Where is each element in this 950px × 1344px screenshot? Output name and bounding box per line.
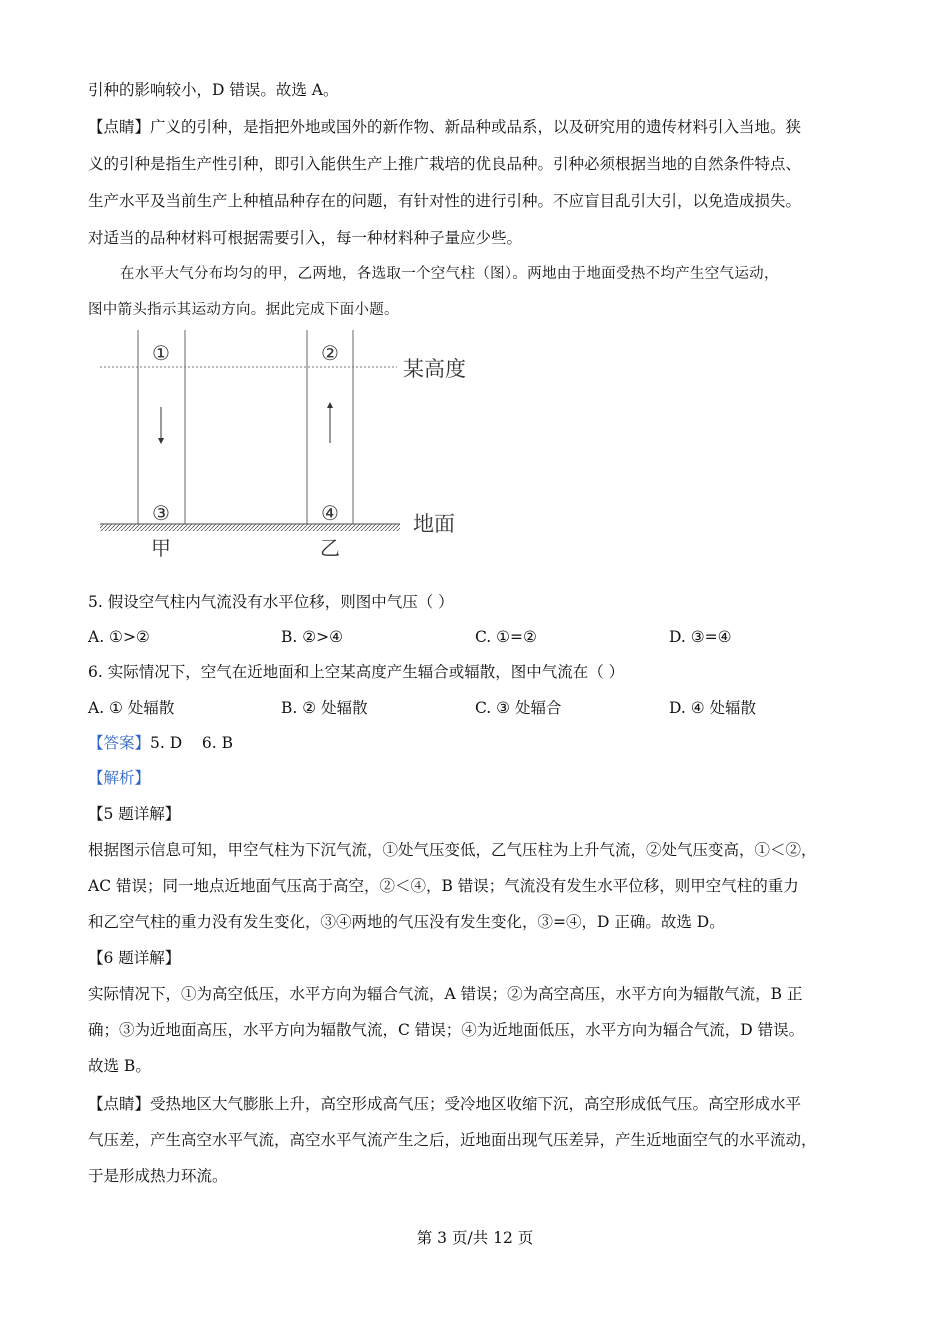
text-line: 生产水平及当前生产上种植品种存在的问题，有针对性的进行引种。不应盲目乱引大引，以免造成损失。 xyxy=(88,192,802,210)
answer-tag: 【答案】 xyxy=(88,734,151,752)
q5-option-d: D. ③=④ xyxy=(669,628,732,646)
detail-5-tag: 【5 题详解】 xyxy=(88,805,181,823)
detail-5-line: 和乙空气柱的重力没有发生变化，③④两地的气压没有发生变化，③=④，D 正确。故选 D。 xyxy=(88,913,725,931)
detail-6-tag: 【6 题详解】 xyxy=(88,949,181,967)
tip-line: 于是形成热力环流。 xyxy=(88,1167,228,1185)
place-yi: 乙 xyxy=(320,536,340,560)
text-line: 对适当的品种材料可根据需要引入，每一种材料种子量应少些。 xyxy=(88,229,523,247)
analysis-tag: 【解析】 xyxy=(88,769,151,787)
detail-6-line: 确；③为近地面高压，水平方向为辐散气流，C 错误；④为近地面低压，水平方向为辐合气流，D 错误。 xyxy=(88,1021,805,1039)
detail-6-line: 实际情况下，①为高空低压，水平方向为辐合气流，A 错误；②为高空高压，水平方向为辐散气流，B 正 xyxy=(88,985,803,1003)
q5-option-a: A. ①>② xyxy=(88,628,150,646)
q6-option-b: B. ② 处辐散 xyxy=(281,699,368,717)
label-4: ④ xyxy=(321,501,339,525)
answer-line xyxy=(88,733,233,753)
text-line: 引种的影响较小，D 错误。故选 A。 xyxy=(88,81,339,99)
height-label: 某高度 xyxy=(403,357,466,381)
page-footer: 第 3 页/共 12 页 xyxy=(416,1229,534,1247)
ground-label: 地面 xyxy=(413,512,455,536)
label-1: ① xyxy=(152,341,170,365)
ground-hatch xyxy=(100,524,400,531)
detail-6-line: 故选 B。 xyxy=(88,1057,151,1075)
detail-5-line: 根据图示信息可知，甲空气柱为下沉气流，①处气压变低，乙气压柱为上升气流，②处气压变高，①＜②， xyxy=(88,841,817,859)
question-intro: 在水平大气分布均匀的甲，乙两地，各选取一个空气柱（图）。两地由于地面受热不均产生空气运动， xyxy=(120,266,779,282)
tip-line: 【点睛】受热地区大气膨胀上升，高空形成高气压；受冷地区收缩下沉，高空形成低气压。高空形成水平 xyxy=(88,1095,802,1113)
question-intro: 图中箭头指示其运动方向。据此完成下面小题。 xyxy=(88,302,399,318)
detail-5-line: AC 错误；同一地点近地面气压高于高空，②＜④，B 错误；气流没有发生水平位移，则甲空气柱的重力 xyxy=(88,877,799,895)
label-3: ③ xyxy=(152,501,170,525)
text-line: 义的引种是指生产性引种，即引入能供生产上推广栽培的优良品种。引种必须根据当地的自然条件特点、 xyxy=(88,155,802,173)
q6-option-a: A. ① 处辐散 xyxy=(88,699,175,717)
q5-option-c: C. ①=② xyxy=(475,628,537,646)
q6-stem: 6. 实际情况下，空气在近地面和上空某高度产生辐合或辐散，图中气流在（ ） xyxy=(88,663,625,681)
q6-option-c: C. ③ 处辐合 xyxy=(475,699,562,717)
tip-line: 气压差，产生高空水平气流，高空水平气流产生之后，近地面出现气压差异，产生近地面空气的水平流动， xyxy=(88,1131,817,1149)
label-2: ② xyxy=(321,341,339,365)
tip-line: 【点睛】广义的引种，是指把外地或国外的新作物、新品种或品系，以及研究用的遗传材料引入当地。狭 xyxy=(88,118,802,136)
q6-option-d: D. ④ 处辐散 xyxy=(669,699,757,717)
place-jia: 甲 xyxy=(151,536,171,560)
answer-text: 5. D 6. B xyxy=(150,734,233,752)
air-column-diagram xyxy=(95,325,475,565)
q5-option-b: B. ②>④ xyxy=(281,628,344,646)
q5-stem: 5. 假设空气柱内气流没有水平位移，则图中气压（ ） xyxy=(88,593,454,611)
